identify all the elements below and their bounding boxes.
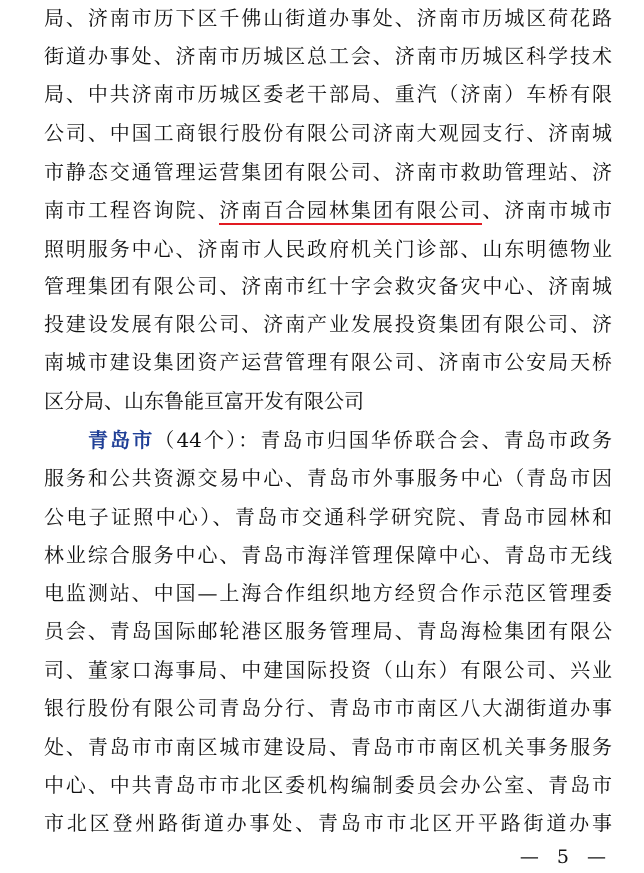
body-text-line: 南城市建设集团资产运营管理有限公司、济南市公安局天桥	[44, 350, 612, 374]
page-number: — 5 —	[519, 846, 612, 868]
body-text-line: 局、中共济南市历城区委老干部局、重汽（济南）车桥有限	[44, 82, 612, 106]
body-text-line: 街道办事处、济南市历城区总工会、济南市历城区科学技术	[44, 44, 612, 68]
highlighted-company-name: 济南百合园林集团有限公司	[219, 198, 482, 225]
body-text-line-with-highlight	[44, 192, 612, 228]
body-text-line: 中心、中共青岛市市北区委机构编制委员会办公室、青岛市	[44, 773, 612, 797]
body-text-line: 公司、中国工商银行股份有限公司济南大观园支行、济南城	[44, 121, 612, 145]
section-heading: 青岛市	[88, 428, 155, 452]
section-intro-text: ：青岛市归国华侨联合会、青岛市政务	[238, 428, 612, 452]
body-text-line: 市北区登州路街道办事处、青岛市市北区开平路街道办事	[44, 811, 612, 835]
body-text-line: 管理集团有限公司、济南市红十字会救灾备灾中心、济南城	[44, 274, 612, 298]
body-text-line: 员会、青岛国际邮轮港区服务管理局、青岛海检集团有限公	[44, 619, 612, 643]
body-text-line: 局、济南市历下区千佛山街道办事处、济南市历城区荷花路	[44, 6, 612, 30]
body-text-line: 市静态交通管理运营集团有限公司、济南市救助管理站、济	[44, 160, 612, 184]
highlight-suffix-text: 、济南市城市	[482, 198, 612, 222]
body-text-line: 电监测站、中国—上海合作组织地方经贸合作示范区管理委	[44, 581, 612, 605]
body-text-line: 银行股份有限公司青岛分行、青岛市市南区八大湖街道办事	[44, 696, 612, 720]
body-text-line: 司、董家口海事局、中建国际投资（山东）有限公司、兴业	[44, 658, 612, 682]
section-opening-line	[88, 422, 612, 458]
body-text-line: 服务和公共资源交易中心、青岛市外事服务中心（青岛市因	[44, 466, 612, 490]
body-text-line: 处、青岛市市南区城市建设局、青岛市市南区机关事务服务	[44, 735, 612, 759]
highlight-prefix-text: 南市工程咨询院、	[44, 198, 220, 222]
body-text-line: 区分局、山东鲁能亘富开发有限公司	[44, 389, 364, 413]
body-text-line: 投建设发展有限公司、济南产业发展投资集团有限公司、济	[44, 312, 612, 336]
body-text-line: 公电子证照中心）、青岛市交通科学研究院、青岛市园林和	[44, 505, 612, 529]
body-text-line: 照明服务中心、济南市人民政府机关门诊部、山东明德物业	[44, 237, 612, 261]
section-count: （44个）	[154, 428, 239, 452]
body-text-line: 林业综合服务中心、青岛市海洋管理保障中心、青岛市无线	[44, 543, 612, 567]
